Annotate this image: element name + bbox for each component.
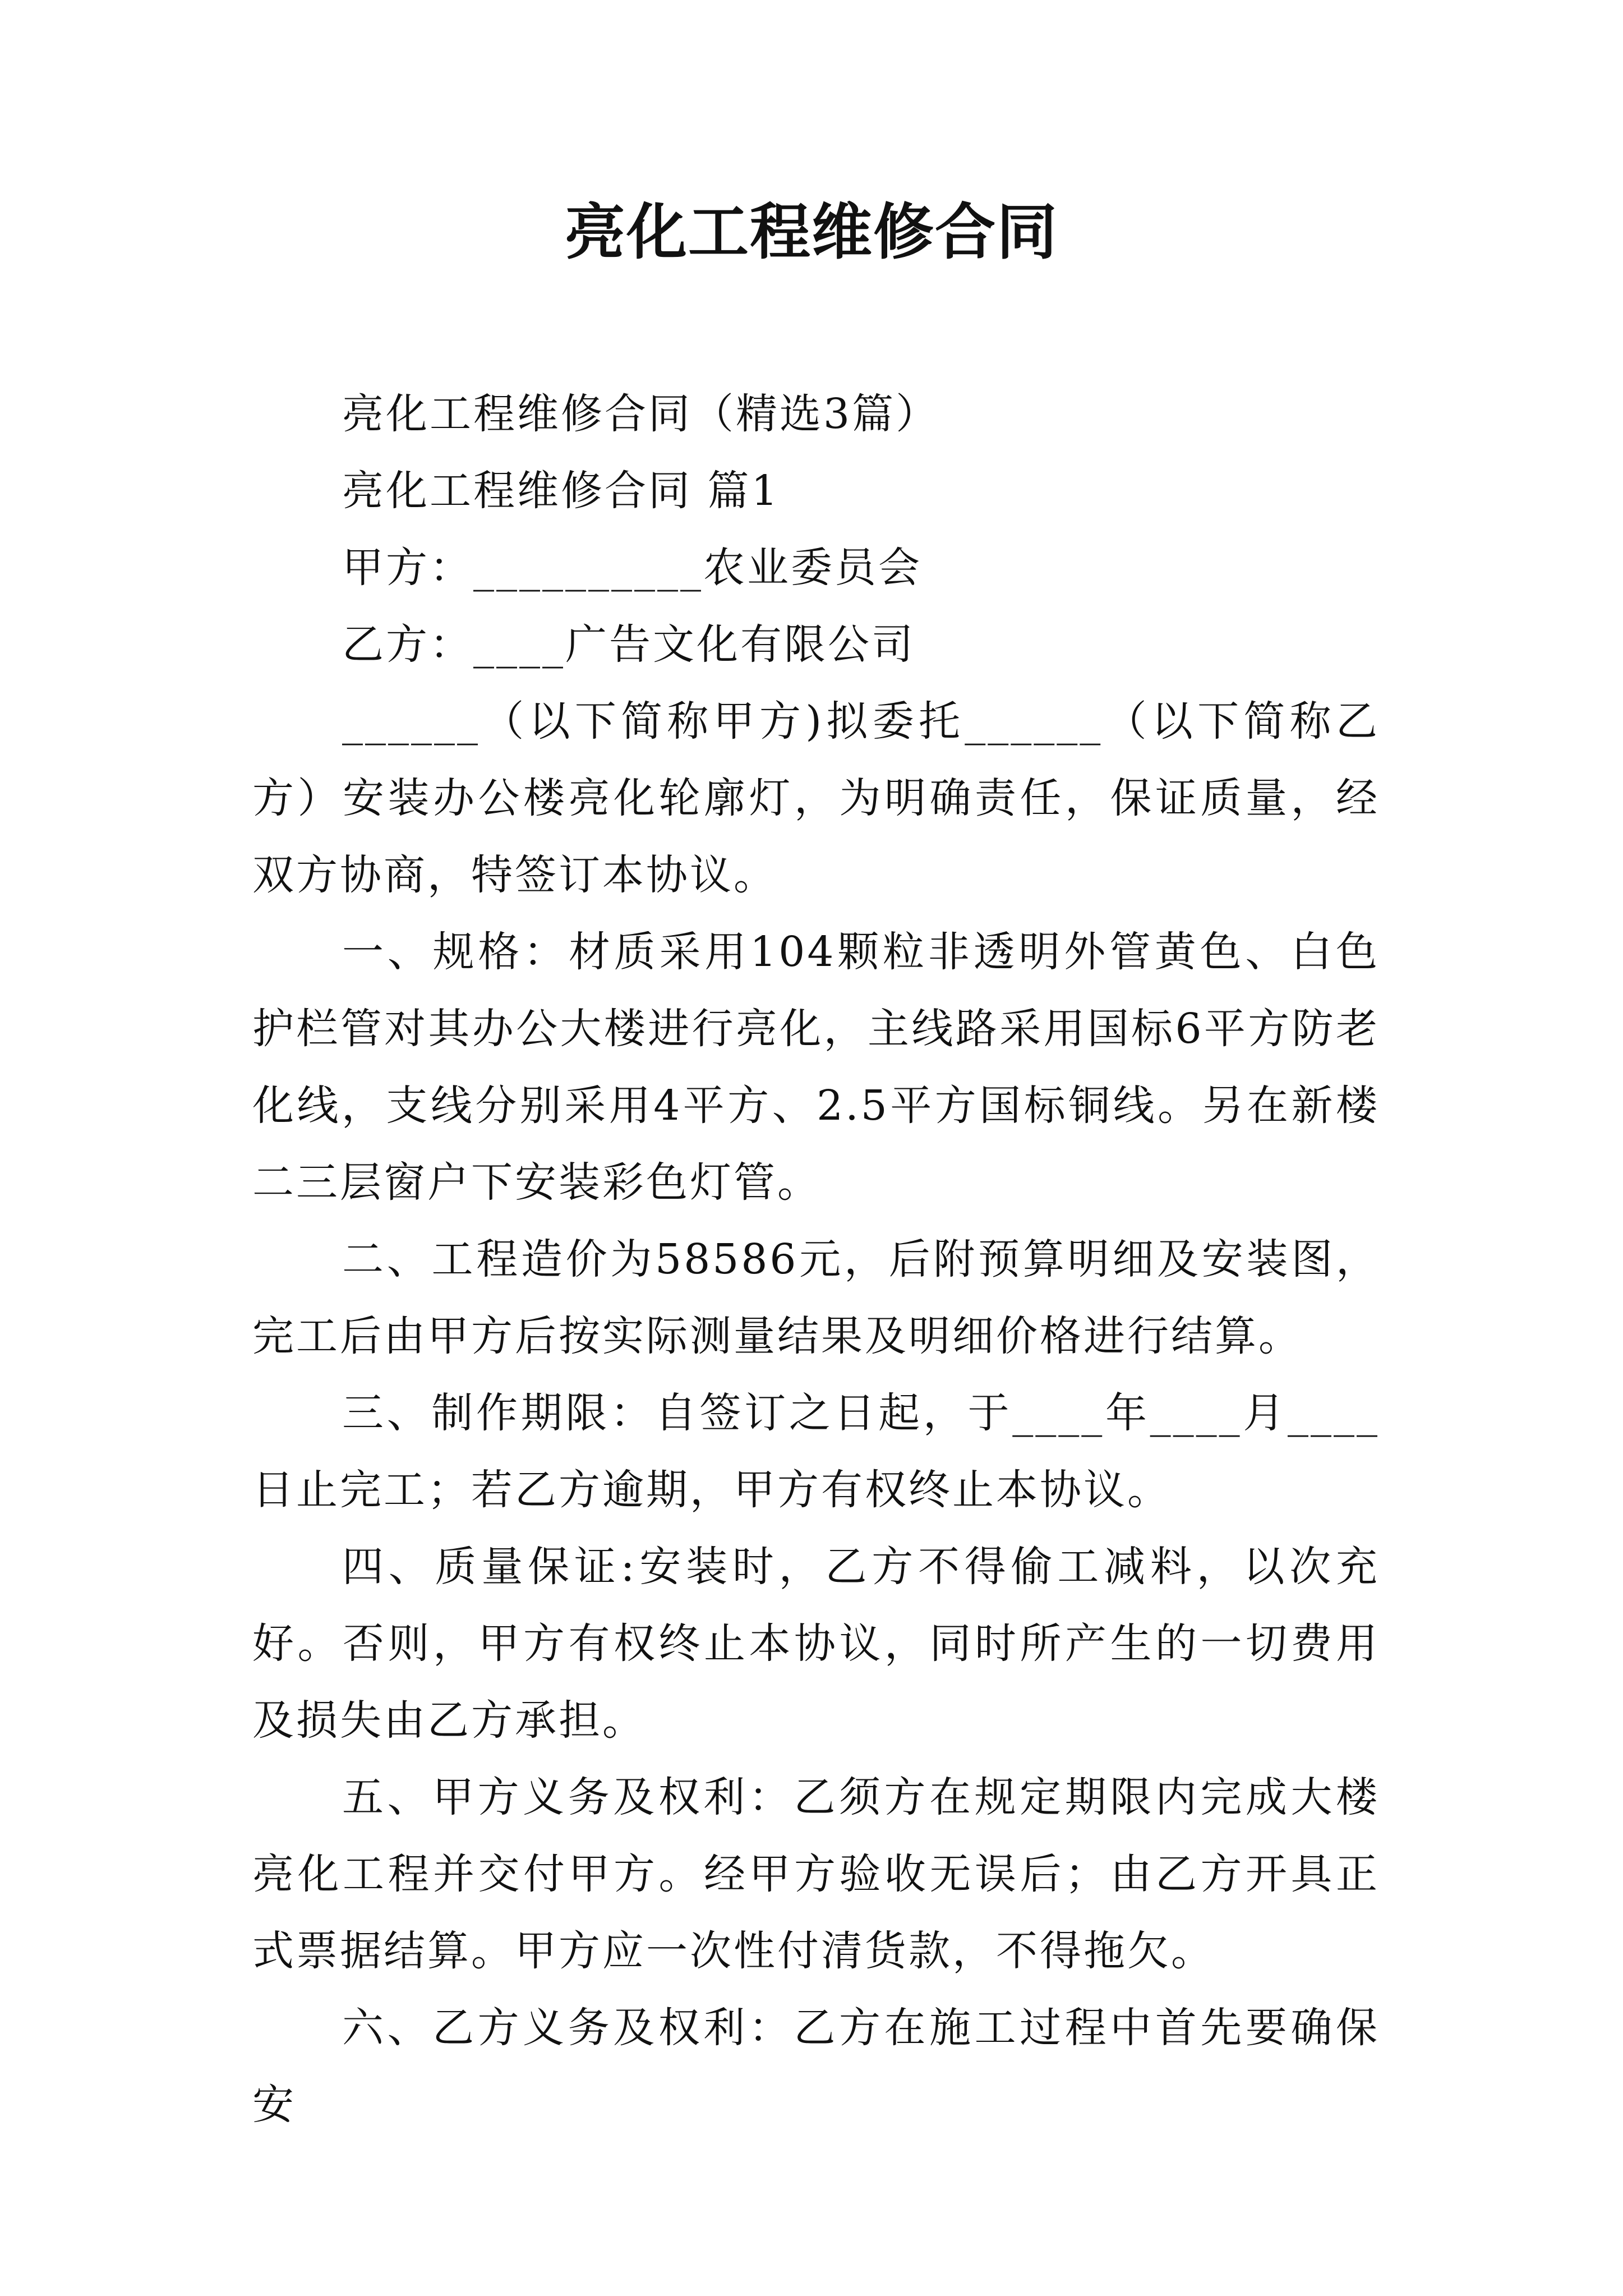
- section-heading: 亮化工程维修合同 篇1: [342, 467, 780, 515]
- party-b-line: 乙方：____广告文化有限公司: [342, 620, 915, 669]
- clause-quality: 四、质量保证:安装时，乙方不得偷工减料，以次充好。否则，甲方有权终止本协议，同时所产生的一切费用及损失由乙方承担。: [252, 1543, 1380, 1745]
- document-body: [252, 376, 1380, 2143]
- party-a-line: 甲方：__________农业委员会: [342, 544, 922, 592]
- subtitle-paragraph: 亮化工程维修合同（精选3篇）: [342, 390, 940, 438]
- clause-deadline: 三、制作期限：自签订之日起，于____年____月____日止完工；若乙方逾期，甲方有权终止本协议。: [252, 1389, 1380, 1514]
- clause-party-a-obligations: 五、甲方义务及权利：乙须方在规定期限内完成大楼亮化工程并交付甲方。经甲方验收无误后；由乙方开具正式票据结算。甲方应一次性付清货款，不得拖欠。: [252, 1773, 1380, 1975]
- clause-party-b-obligations: 六、乙方义务及权利：乙方在施工过程中首先要确保安: [252, 2004, 1380, 2129]
- document-title: 亮化工程维修合同: [564, 197, 1058, 268]
- clause-specifications: 一、规格：材质采用104颗粒非透明外管黄色、白色护栏管对其办公大楼进行亮化，主线路采用国标6平方防老化线，支线分别采用4平方、2.5平方国标铜线。另在新楼二三层窗户下安装彩色灯管。: [252, 928, 1380, 1207]
- clause-cost: 二、工程造价为58586元，后附预算明细及安装图，完工后由甲方后按实际测量结果及明细价格进行结算。: [252, 1235, 1380, 1360]
- intro-paragraph: ______（以下简称甲方)拟委托______（以下简称乙方）安装办公楼亮化轮廓灯，为明确责任，保证质量，经双方协商，特签订本协议。: [252, 697, 1380, 899]
